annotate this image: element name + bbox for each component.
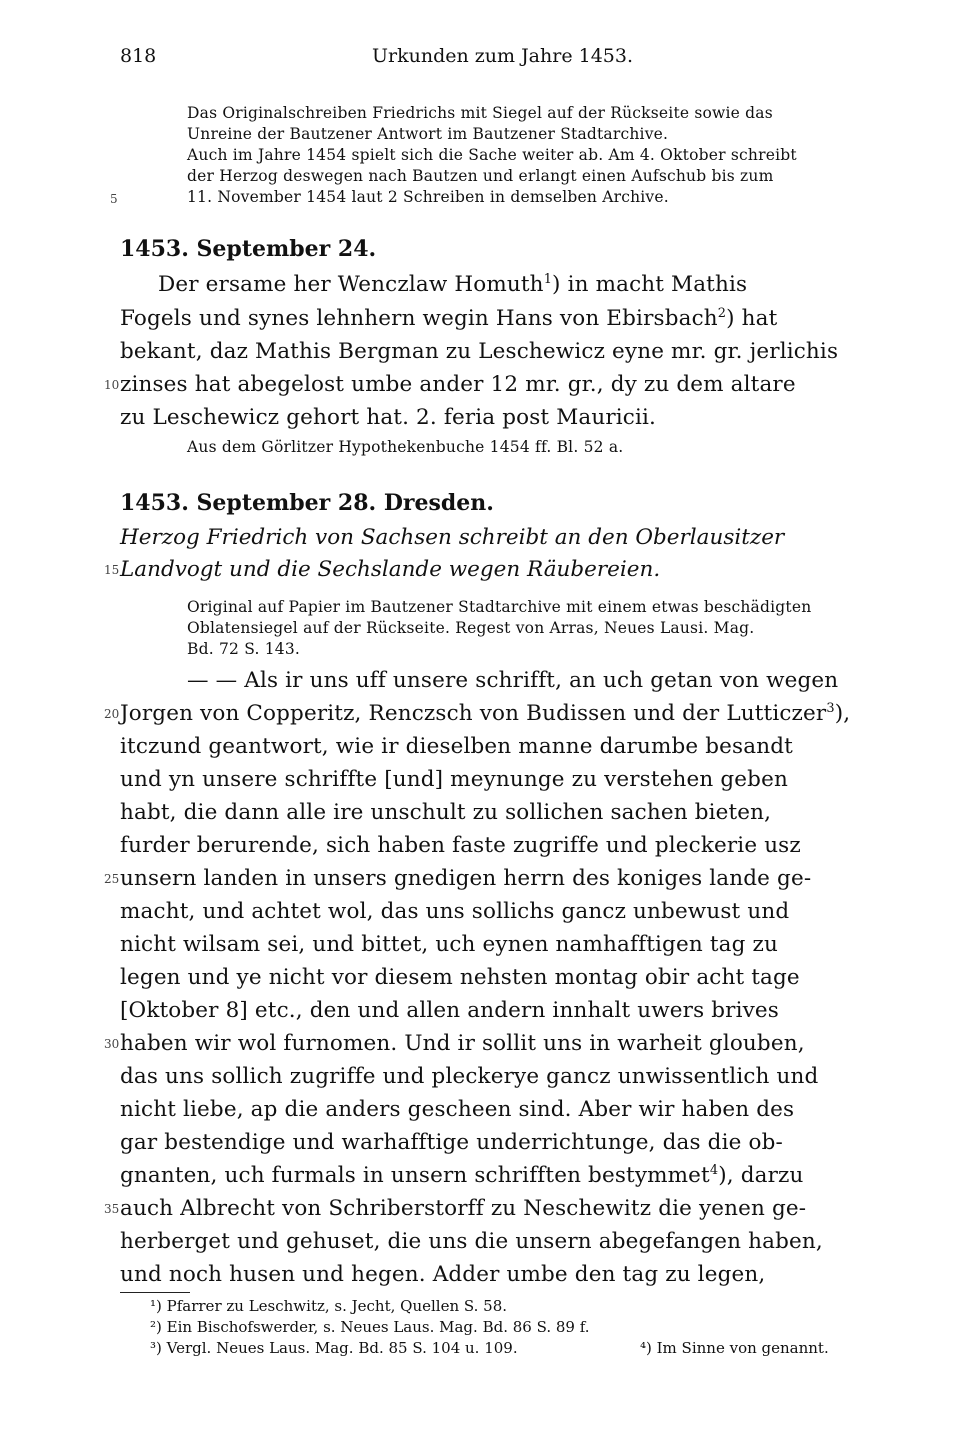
text-segment: gnanten, uch furmals in unsern schrifften bestymmet <box>120 1163 710 1189</box>
text-line: nicht liebe, ap die anders gescheen sind. Aber wir haben des <box>120 1097 795 1122</box>
text-line: und yn unsere schriffte [und] meynunge zu verstehen geben <box>120 767 788 792</box>
footnote-mark: 4 <box>709 1163 719 1178</box>
text-line: [Oktober 8] etc., den und allen andern innhalt uwers brives <box>120 998 779 1023</box>
text-line: furder berurende, sich haben faste zugriffe und pleckerie usz <box>120 833 801 858</box>
text-line: herberget und gehuset, die uns die unsern abegefangen haben, <box>120 1229 823 1254</box>
source-note: Bd. 72 S. 143. <box>187 640 301 658</box>
text-segment: ) hat <box>726 306 778 332</box>
text-line <box>158 272 747 297</box>
text-line <box>120 701 850 726</box>
text-segment: ) in macht Mathis <box>552 272 748 298</box>
entry-summary: Landvogt und die Sechslande wegen Räubereien. <box>120 557 661 582</box>
text-line: habt, die dann alle ire unschult zu sollichen sachen bieten, <box>120 800 772 825</box>
text-line: legen und ye nicht vor diesem nehsten montag obir acht tage <box>120 965 800 990</box>
line-number: 35 <box>104 1202 120 1216</box>
text-line <box>120 306 777 331</box>
footnote-rule <box>120 1292 190 1293</box>
running-title: Urkunden zum Jahre 1453. <box>372 45 634 67</box>
text-segment: Der ersame her Wenczlaw Homuth <box>158 272 544 298</box>
source-note: Aus dem Görlitzer Hypothekenbuche 1454 ff. Bl. 52 a. <box>187 438 624 456</box>
footnote-mark: 1 <box>543 272 553 287</box>
footnote: ²) Ein Bischofswerder, s. Neues Laus. Mag. Bd. 86 S. 89 f. <box>150 1318 590 1336</box>
footnote: ⁴) Im Sinne von genannt. <box>640 1339 829 1357</box>
text-segment: Jorgen von Copperitz, Renczsch von Budissen und der Lutticzer <box>120 701 827 727</box>
footnote-mark: 3 <box>826 701 835 716</box>
line-number: 5 <box>110 192 118 206</box>
text-line: das uns sollich zugriffe und pleckerye gancz unwissentlich und <box>120 1064 819 1089</box>
text-line: — — Als ir uns uff unsere schrifft, an uch getan von wegen <box>187 668 839 693</box>
text-line: itczund geantwort, wie ir dieselben manne darumbe besandt <box>120 734 793 759</box>
source-note: Oblatensiegel auf der Rückseite. Regest von Arras, Neues Lausi. Mag. <box>187 619 755 637</box>
text-line: auch Albrecht von Schriberstorff zu Neschewitz die yenen ge- <box>120 1196 807 1221</box>
intro-note-line: der Herzog deswegen nach Bautzen und erlangt einen Aufschub bis zum <box>187 167 774 185</box>
footnote: ³) Vergl. Neues Laus. Mag. Bd. 85 S. 104 u. 109. <box>150 1339 518 1357</box>
text-line: macht, und achtet wol, das uns sollichs gancz unbewust und <box>120 899 790 924</box>
text-segment: ), <box>834 701 851 727</box>
intro-note-line: 11. November 1454 laut 2 Schreiben in demselben Archive. <box>187 188 669 206</box>
intro-note-line: Auch im Jahre 1454 spielt sich die Sache weiter ab. Am 4. Oktober schreibt <box>187 146 797 164</box>
text-line: und noch husen und hegen. Adder umbe den tag zu legen, <box>120 1262 766 1287</box>
line-number: 15 <box>104 563 120 577</box>
text-line <box>120 1163 804 1188</box>
intro-note-line: Unreine der Bautzener Antwort im Bautzener Stadtarchive. <box>187 125 669 143</box>
line-number: 25 <box>104 872 120 886</box>
line-number: 20 <box>104 707 120 721</box>
text-line: bekant, daz Mathis Bergman zu Leschewicz eyne mr. gr. jerlichis <box>120 339 839 364</box>
page-number: 818 <box>120 45 157 67</box>
line-number: 10 <box>104 378 120 392</box>
entry-heading: 1453. September 28. Dresden. <box>120 490 494 516</box>
text-line: haben wir wol furnomen. Und ir sollit uns in warheit glouben, <box>120 1031 805 1056</box>
text-segment: Fogels und synes lehnhern wegin Hans von Ebirsbach <box>120 306 718 332</box>
text-line: zinses hat abegelost umbe ander 12 mr. gr., dy zu dem altare <box>120 372 796 397</box>
source-note: Original auf Papier im Bautzener Stadtarchive mit einem etwas beschädigten <box>187 598 812 616</box>
text-line: nicht wilsam sei, und bittet, uch eynen namhafftigen tag zu <box>120 932 778 957</box>
line-number: 30 <box>104 1037 120 1051</box>
text-segment: ), darzu <box>718 1163 804 1189</box>
entry-summary: Herzog Friedrich von Sachsen schreibt an den Oberlausitzer <box>120 525 785 550</box>
text-line: gar bestendige und warhafftige underrichtunge, das die ob- <box>120 1130 783 1155</box>
intro-note-line: Das Originalschreiben Friedrichs mit Siegel auf der Rückseite sowie das <box>187 104 773 122</box>
entry-heading: 1453. September 24. <box>120 236 377 262</box>
text-line: unsern landen in unsers gnedigen herrn des koniges lande ge- <box>120 866 812 891</box>
footnote: ¹) Pfarrer zu Leschwitz, s. Jecht, Quellen S. 58. <box>150 1297 508 1315</box>
text-line: zu Leschewicz gehort hat. 2. feria post Mauricii. <box>120 405 656 430</box>
footnote-mark: 2 <box>717 306 727 321</box>
